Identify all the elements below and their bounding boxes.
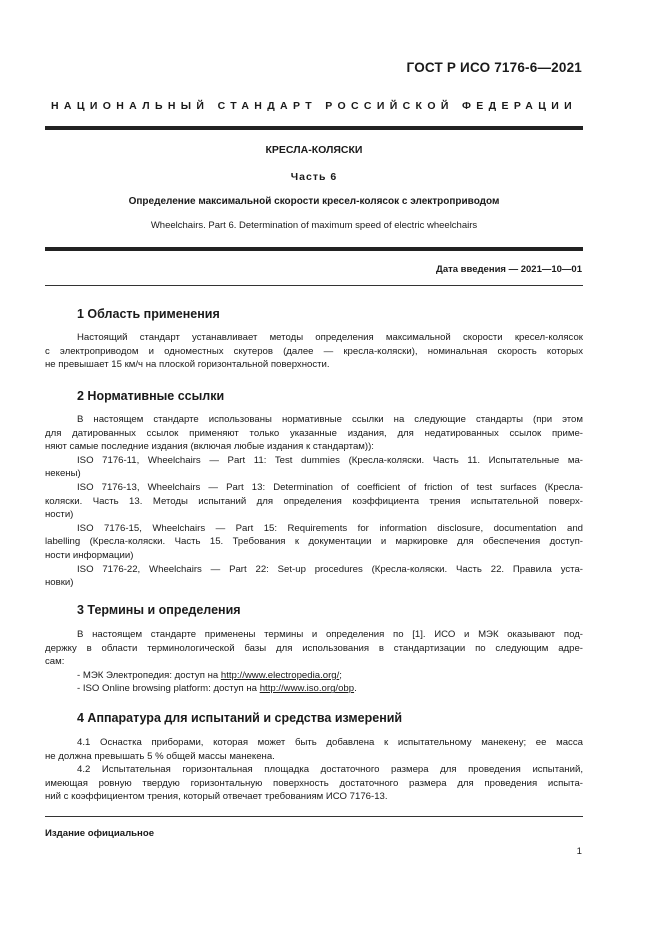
date-rule	[45, 285, 583, 286]
footer-rule	[45, 816, 583, 817]
section-1-text	[45, 331, 583, 372]
doc-subtitle-en: Wheelchairs. Part 6. Determination of maximum speed of electric wheelchairs	[150, 220, 478, 231]
reference-line: коляски. Часть 13. Методы испытаний для определения коэффициента трения испытательной поверх-	[45, 495, 583, 507]
text-line: Настоящий стандарт устанавливает методы определения максимальной скорости кресел-колясок	[77, 332, 583, 343]
reference-line: ности)	[45, 509, 74, 521]
title-bottom-rule	[45, 247, 583, 251]
text-line: В настоящем стандарте применены термины и определения по [1]. ИСО и МЭК оказывают под-	[77, 629, 583, 640]
top-rule	[45, 126, 583, 130]
doc-title: КРЕСЛА-КОЛЯСКИ	[265, 144, 363, 156]
section-2-heading: 2 Нормативные ссылки	[77, 389, 225, 403]
text-line: для датированных ссылок применяют только указанные издания, для недатированных ссылок приме-	[45, 427, 583, 439]
section-1-heading: 1 Область применения	[77, 307, 220, 321]
section-4-text	[45, 736, 583, 804]
standard-id: ГОСТ Р ИСО 7176-6—2021	[406, 60, 582, 75]
text-line: держку в области терминологической базы для использования в стандартизации по следующим адре-	[45, 642, 583, 654]
section-4-heading: 4 Аппаратура для испытаний и средства измерений	[77, 711, 403, 725]
list-item-punct: ;	[339, 669, 342, 681]
national-standard-banner: НАЦИОНАЛЬНЫЙ СТАНДАРТ РОССИЙСКОЙ ФЕДЕРАЦИИ	[50, 100, 578, 112]
reference-line: labelling (Кресла-коляски. Часть 15. Требования к документации и маркировке для обеспечения доступ-	[45, 536, 583, 548]
reference-line: новки)	[45, 577, 74, 589]
doc-subtitle-ru: Определение максимальной скорости кресел-колясок с электроприводом	[128, 196, 500, 207]
list-item-text: - МЭК Электропедия: доступ на	[77, 669, 221, 681]
reference-line: ISO 7176-11, Wheelchairs — Part 11: Test dummies (Кресла-коляски. Часть 11. Испытательные ма-	[77, 454, 583, 466]
reference-line: некены)	[45, 468, 81, 480]
text-line: В настоящем стандарте использованы нормативные ссылки на следующие стандарты (при этом	[77, 414, 583, 425]
list-item	[45, 682, 583, 696]
text-line: не должна превышать 5 % общей массы манекена.	[45, 750, 275, 762]
text-line: с электроприводом и одноместных скутеров (далее — кресла-коляски), номинальная скорость которых	[45, 345, 583, 357]
reference-line: ISO 7176-13, Wheelchairs — Part 13: Determination of coefficient of friction of test surfaces (Кресла-	[77, 481, 583, 493]
text-line: няют самые последние издания (включая любые издания к стандартам)):	[45, 441, 374, 453]
page-number: 1	[576, 846, 582, 857]
text-line: не превышает 15 км/ч на плоской горизонтальной поверхности.	[45, 359, 330, 371]
introduction-date: Дата введения — 2021—10—01	[436, 264, 582, 275]
text-line: 4.2 Испытательная горизонтальная площадка достаточного размера для проведения испытаний,	[77, 764, 583, 776]
text-line: сам:	[45, 656, 65, 668]
official-edition-label: Издание официальное	[45, 828, 155, 839]
list-item-punct: .	[354, 683, 357, 695]
section-3-text	[45, 628, 583, 696]
iso-obp-link[interactable]: http://www.iso.org/obp	[259, 683, 355, 695]
section-2-text	[45, 413, 583, 590]
section-3-heading: 3 Термины и определения	[77, 603, 241, 617]
reference-line: ности информации)	[45, 549, 134, 561]
text-line: 4.1 Оснастка приборами, которая может быть добавлена к испытательному манекену; ее масса	[77, 737, 583, 748]
list-item-text: - ISO Online browsing platform: доступ на	[77, 683, 260, 695]
reference-line: ISO 7176-15, Wheelchairs — Part 15: Requirements for information disclosure, documentation and	[77, 522, 583, 534]
text-line: ний с коэффициентом трения, который отвечает требованиям ИСО 7176-13.	[45, 791, 388, 803]
list-item	[45, 669, 583, 683]
electropedia-link[interactable]: http://www.electropedia.org/	[220, 669, 340, 681]
reference-line: ISO 7176-22, Wheelchairs — Part 22: Set-up procedures (Кресла-коляски. Часть 22. Правила уста-	[77, 563, 583, 575]
doc-part: Часть 6	[290, 171, 338, 183]
text-line: имеющая ровную твердую горизонтальную поверхность достаточного размера для проведения испыта-	[45, 777, 583, 789]
